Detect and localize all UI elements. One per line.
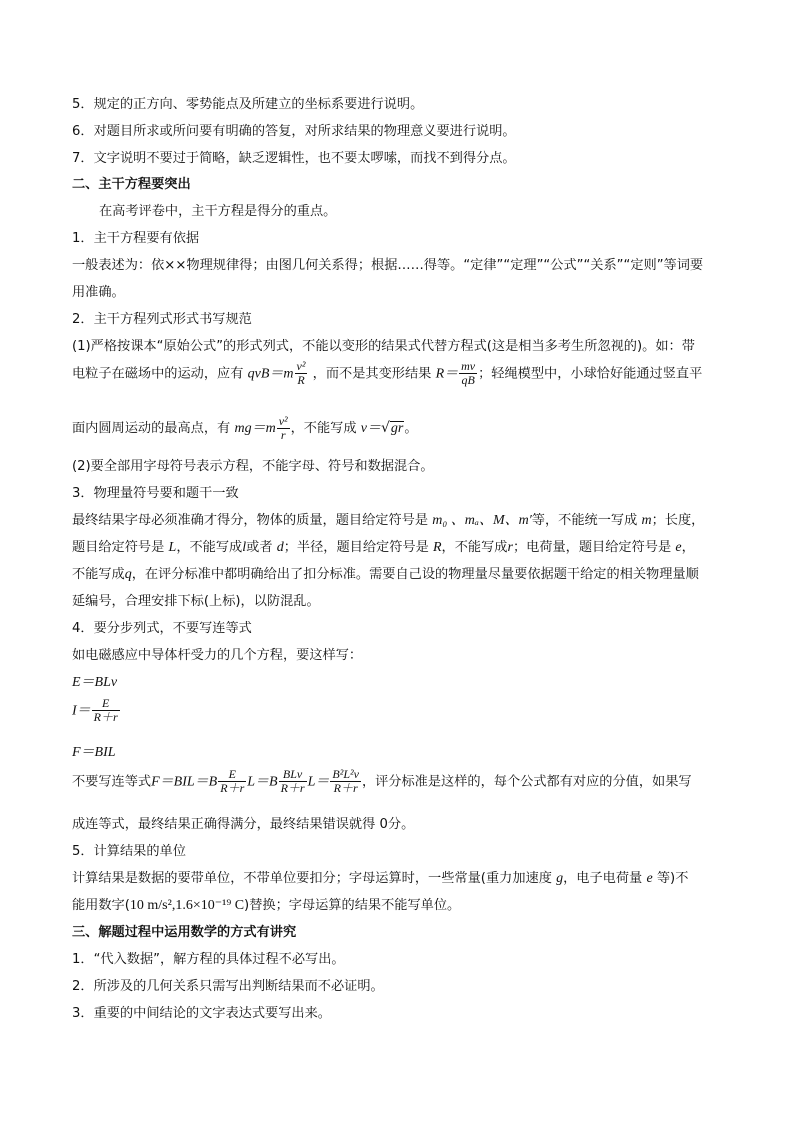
text-line: 题目给定符号是 L，不能写成l或者 d；半径，题目给定符号是 R，不能写成r；电荷量，题目给定符号是 e， bbox=[72, 540, 695, 555]
formula-qvb: qvB＝m bbox=[247, 366, 294, 382]
fraction: $\frac{E}{R+r}$ bbox=[93, 696, 118, 724]
subheading: 3．物理量符号要和题干一致 bbox=[72, 486, 239, 501]
subheading: 5．计算结果的单位 bbox=[72, 844, 186, 859]
list-item: 3．重要的中间结论的文字表达式要写出来。 bbox=[72, 1006, 331, 1021]
fraction: $\frac{\text{B²L²v}}{R+r}$ bbox=[332, 767, 359, 795]
section-heading: 二、主干方程要突出 bbox=[72, 177, 191, 192]
equation-i: I＝ $\frac{E}{R+r}$ bbox=[72, 696, 118, 724]
text-line: 计算结果是数据的要带单位，不带单位要扣分；字母运算时，一些常量(重力加速度 g，电子电荷量 e 等)不 bbox=[72, 871, 689, 886]
equation-e: E＝BLv bbox=[72, 675, 118, 690]
equation-f: F＝BIL bbox=[72, 745, 116, 760]
fraction: $\frac{\text{v²}}{r}$ bbox=[278, 413, 288, 442]
text-line: 能用数字(10 m/s²,1.6×10⁻¹⁹ C)替换；字母运算的结果不能写单位。 bbox=[72, 898, 461, 913]
text-line: 如电磁感应中导体杆受力的几个方程，要这样写： bbox=[72, 648, 363, 663]
text-line: (2)要全部用字母符号表示方程，不能字母、符号和数据混合。 bbox=[72, 459, 434, 474]
text-line: 最终结果字母必须准确才得分，物体的质量，题目给定符号是 m₀ 、mₐ、M、m′等，不能统一写成 m；长度， bbox=[72, 513, 705, 528]
text-line: 6．对题目所求或所问要有明确的答复，对所求结果的物理意义要进行说明。 bbox=[72, 124, 516, 139]
list-item: 2．所涉及的几何关系只需写出判断结果而不必证明。 bbox=[72, 979, 384, 994]
formula-v: v＝ bbox=[360, 421, 381, 436]
text-line: 7．文字说明不要过于简略，缺乏逻辑性，也不要太啰嗦，而找不到得分点。 bbox=[72, 151, 516, 166]
formula-r: R＝ bbox=[435, 366, 459, 382]
text-line: 延编号，合理安排下标(上标)，以防混乱。 bbox=[72, 594, 320, 609]
text-line: 成连等式，最终结果正确得满分，最终结果错误就得 0分。 bbox=[72, 817, 415, 832]
text-line: 一般表述为：依××物理规律得；由图几何关系得；根据……得等。“定律”“定理”“公式”“关系”“定则”等词要 bbox=[72, 258, 704, 273]
text-line: 在高考评卷中，主干方程是得分的重点。 bbox=[99, 204, 337, 219]
section-heading: 三、解题过程中运用数学的方式有讲究 bbox=[72, 925, 297, 940]
formula-mg: mg＝m bbox=[234, 421, 276, 436]
text-line: 面内圆周运动的最高点，有 mg＝m $\frac{\text{v²}}{r}$ ，不能写成 v＝√gr。 bbox=[72, 413, 418, 442]
fraction: $\frac{\text{BLv}}{R+r}$ bbox=[280, 767, 305, 795]
subheading: 2．主干方程列式形式书写规范 bbox=[72, 312, 252, 327]
text-line: (1)严格按课本“原始公式”的形式列式，不能以变形的结果式代替方程式(这是相当多考生所忽视的)。如：带 bbox=[72, 339, 695, 354]
list-item: 1．“代入数据”，解方程的具体过程不必写出。 bbox=[72, 952, 345, 967]
fraction: $\frac{E}{R+r}$ bbox=[220, 767, 245, 795]
fraction: $\frac{\text{v²}}{R}$ bbox=[296, 359, 306, 387]
text-line: 用准确。 bbox=[72, 285, 125, 300]
text-line: 不要写连等式F＝BIL＝B $\frac{E}{R+r}$ L＝B $\frac{\text{BLv}}{R+r}$ L＝ $\frac{\text{B²L²v}}{R+r}$ ，评分标准是这样的，每个公式都有对应的分值，如果写 bbox=[72, 767, 692, 795]
text-line: 电粒子在磁场中的运动，应有 qvB＝m $\frac{\text{v²}}{R}$ ，而不是其变形结果 R＝ $\frac{mv}{qB}$ ；轻绳模型中，小球恰好能通过竖直平 bbox=[72, 359, 703, 387]
sqrt-icon: √ bbox=[380, 420, 390, 436]
text-line: 5．规定的正方向、零势能点及所建立的坐标系要进行说明。 bbox=[72, 97, 424, 112]
subheading: 1．主干方程要有依据 bbox=[72, 231, 200, 246]
fraction: $\frac{mv}{qB}$ bbox=[461, 359, 476, 387]
text-line: 不能写成q，在评分标准中都明确给出了扣分标准。需要自己设的物理量尽量要依据题干给定的相关物理量顺 bbox=[72, 567, 699, 582]
subheading: 4．要分步列式，不要写连等式 bbox=[72, 621, 252, 636]
